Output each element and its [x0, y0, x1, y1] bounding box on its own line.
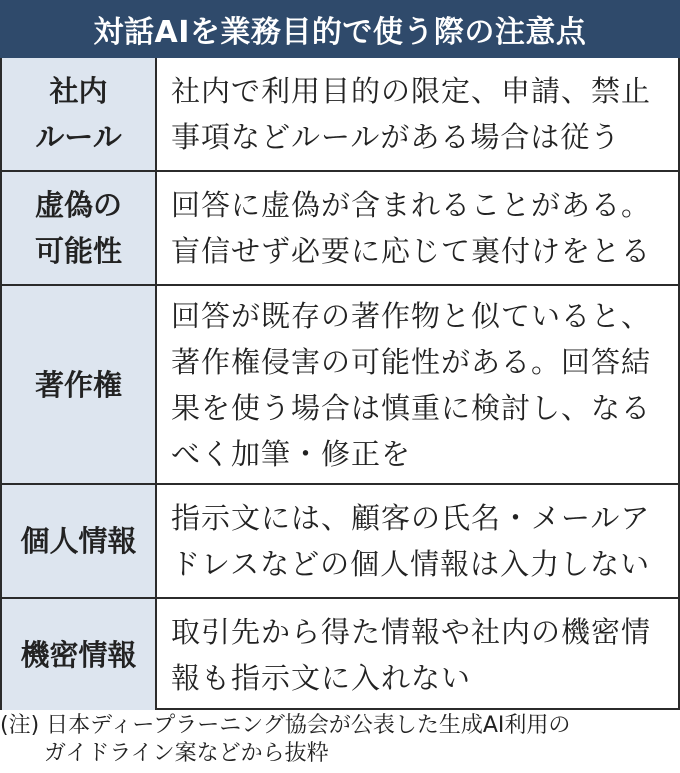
row-heading: 社内 ルール — [2, 58, 157, 170]
table-row — [2, 286, 678, 485]
table-title: 対話AIを業務目的で使う際の注意点 — [0, 0, 680, 58]
row-heading: 個人情報 — [2, 485, 157, 597]
table-row — [2, 172, 678, 286]
table-row — [2, 485, 678, 599]
row-text: 回答に虚偽が含まれることがある。盲信せず必要に応じて裏付けをとる — [171, 188, 652, 268]
row-text: 社内で利用目的の限定、申請、禁止事項などルールがある場合は従う — [171, 74, 652, 154]
row-text: 取引先から得た情報や社内の機密情報も指示文に入れない — [171, 614, 652, 695]
guideline-table — [0, 58, 680, 710]
row-heading: 機密情報 — [2, 599, 157, 710]
row-heading: 著作権 — [2, 286, 157, 483]
row-heading: 虚偽の 可能性 — [2, 172, 157, 284]
row-text: 指示文には、顧客の氏名・メールアドレスなどの個人情報は入力しない — [171, 501, 651, 581]
row-text: 回答が既存の著作物と似ていると、著作権侵害の可能性がある。回答結果を使う場合は慎重に検討し、なるべく加筆・修正を — [171, 298, 652, 471]
table-row — [2, 599, 678, 710]
table-row — [2, 58, 678, 172]
source-note: (注) 日本ディープラーニング協会が公表した生成AI利用の ガイドライン案などから抜粋 — [0, 713, 571, 766]
